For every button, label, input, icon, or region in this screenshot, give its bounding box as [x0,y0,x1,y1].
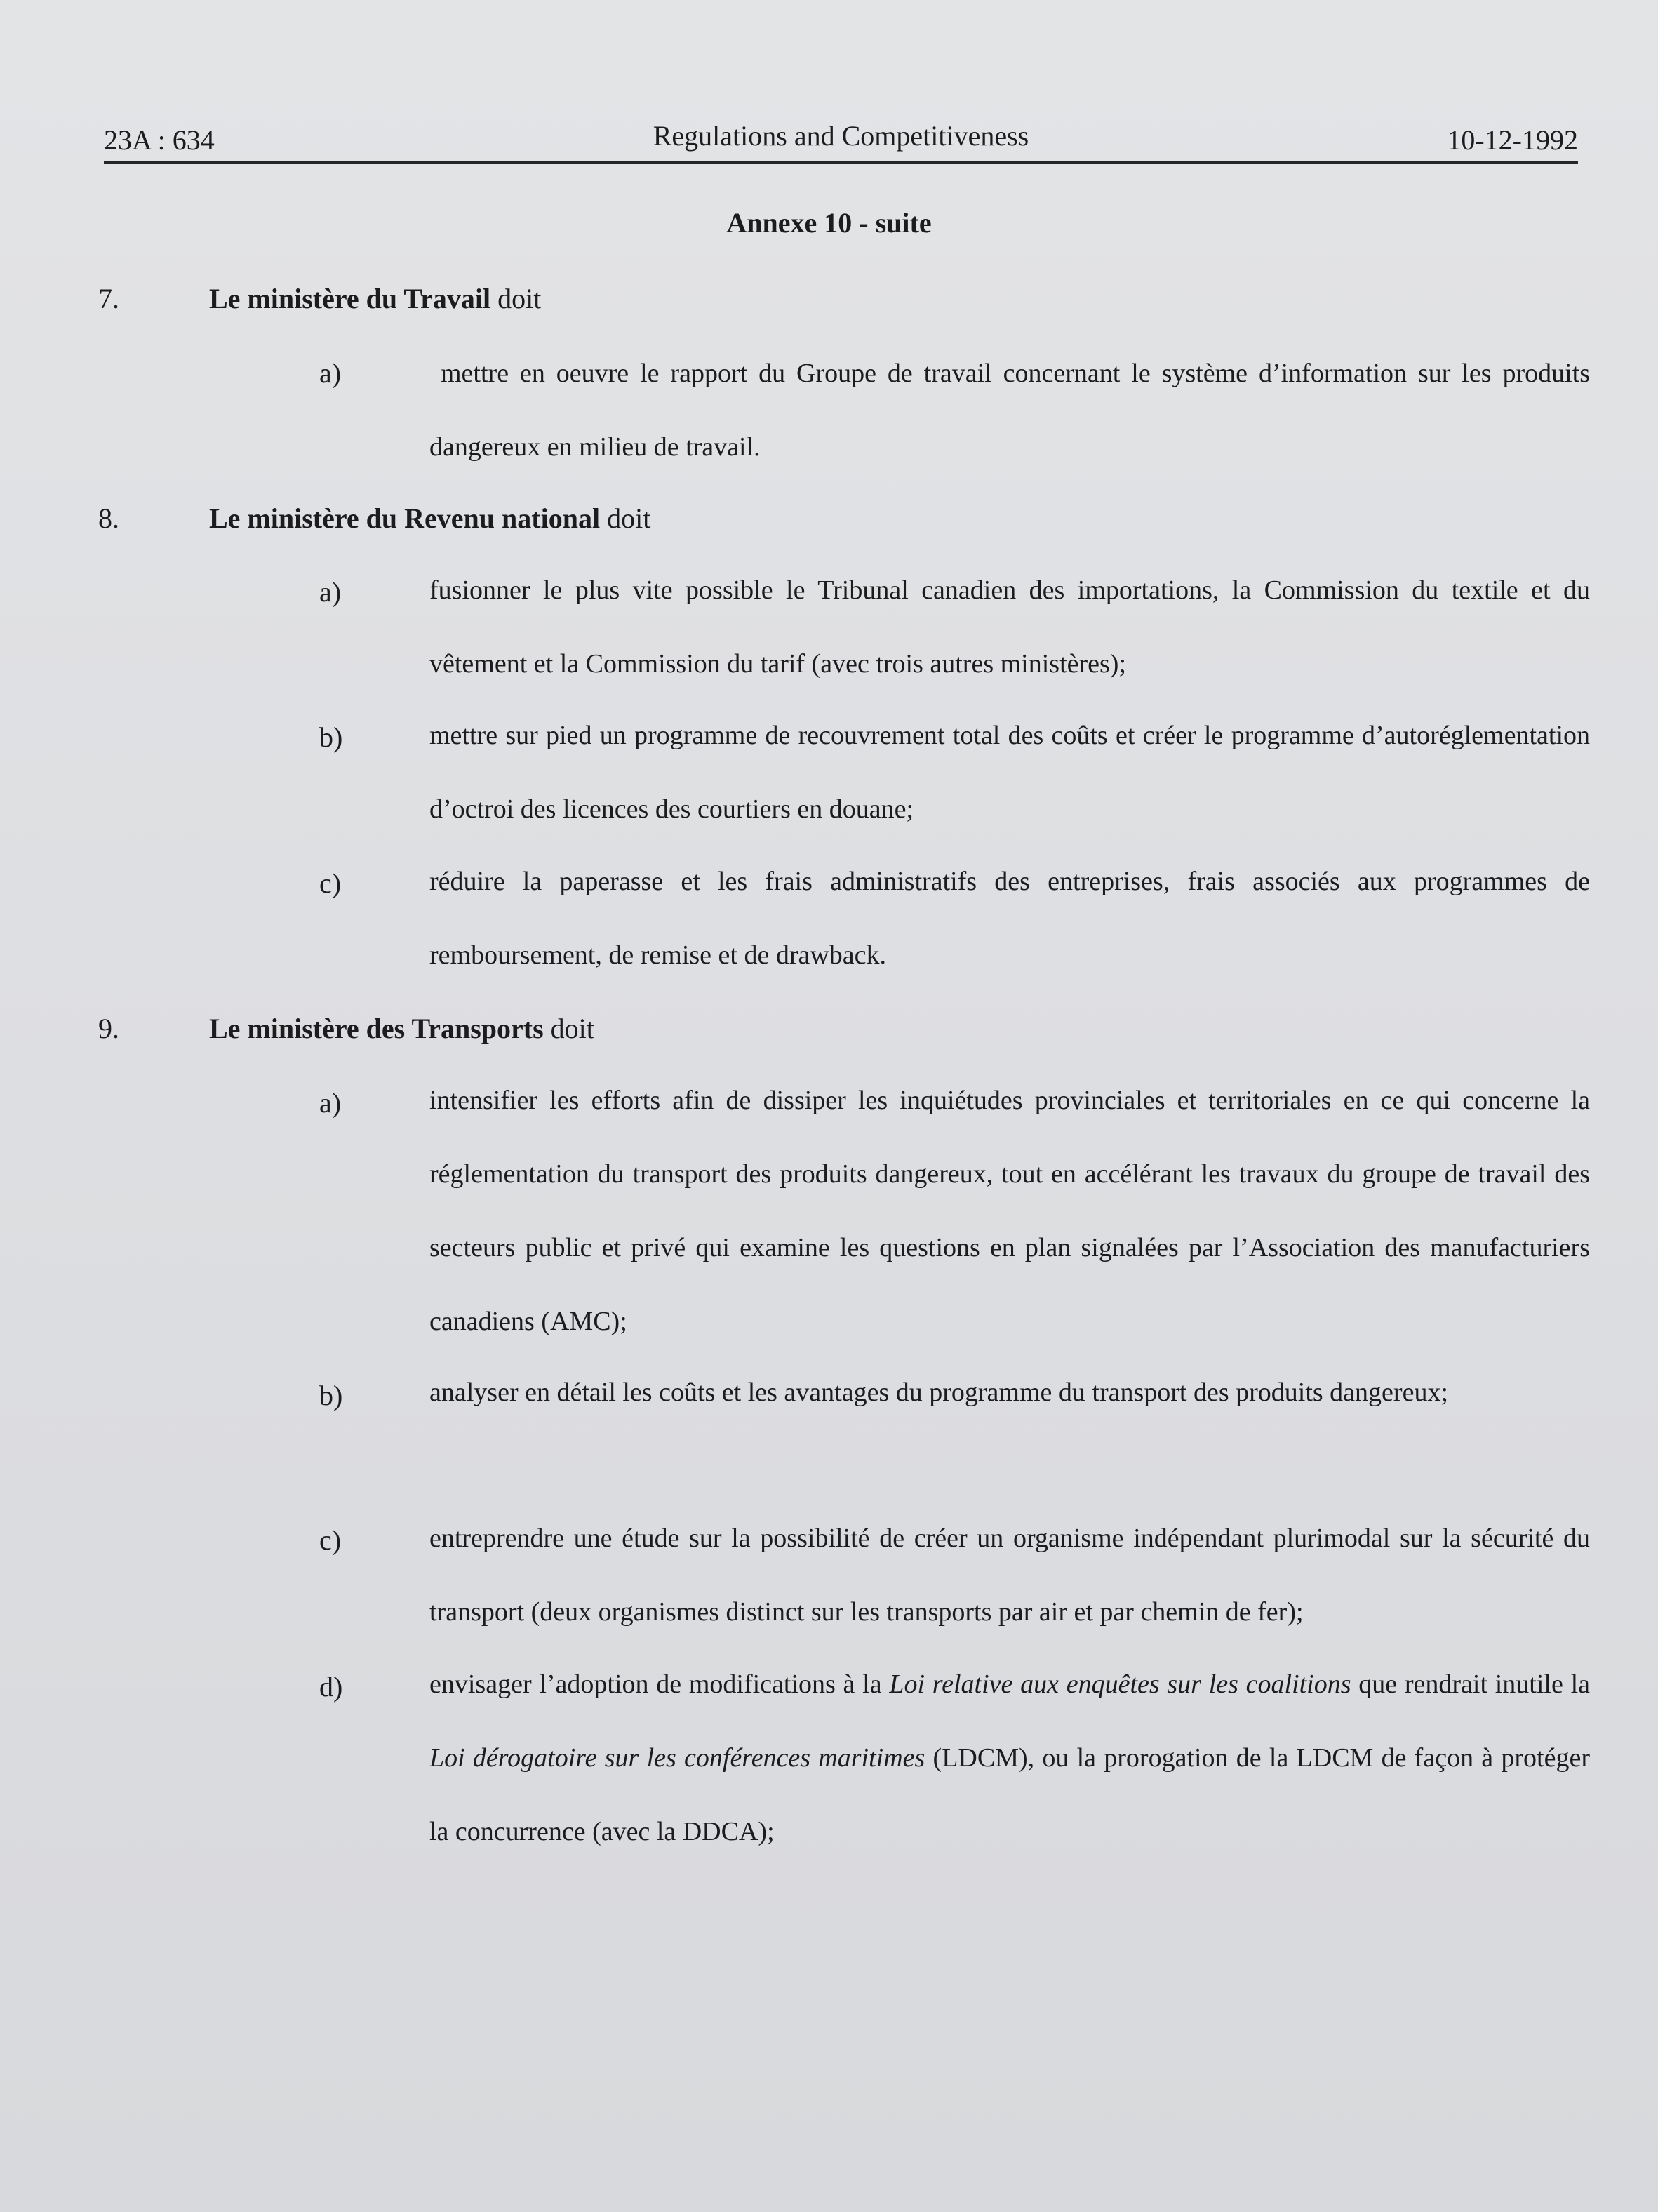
item-letter: c) [319,1524,342,1556]
section-number: 9. [98,1013,119,1044]
section-verb: doit [600,502,651,534]
item-letter: c) [319,867,342,899]
annex-title: Annexe 10 - suite [726,207,932,239]
item-text-part: envisager l’adoption de modifications à la [429,1670,890,1699]
item-text: mettre en oeuvre le rapport du Groupe de travail concernant le système d’information sur les produits dangereux en milieu de travail. [429,359,1590,462]
page-header [104,118,1578,164]
item-letter: d) [319,1671,343,1703]
item-text [429,1648,1590,1869]
ministry-name: Le ministère des Transports [209,1013,544,1044]
item-text: intensifier les efforts afin de dissiper les inquiétudes provinciales et territoriales en ce qui concerne la réglementation du transport des produits dangereux, tout en accélérant les travaux du groupe de travail des secteurs public et privé qui examine les questions en plan signalées par l’Association des manufacturiers canadiens (AMC); [429,1086,1590,1336]
ministry-name: Le ministère du Travail [209,283,491,314]
item-text: analyser en détail les coûts et les avantages du programme du transport des produits dangereux; [429,1378,1448,1407]
section-heading [209,1012,594,1045]
section-heading [209,282,541,315]
page-date: 10-12-1992 [1447,124,1578,156]
law-title: Loi dérogatoire sur les conférences maritimes [429,1743,925,1773]
item-letter: a) [319,1087,342,1119]
item-text: réduire la paperasse et les frais administratifs des entreprises, frais associés aux programmes de remboursement, de remise et de drawback. [429,867,1590,970]
section-verb: doit [543,1013,594,1044]
item-letter: b) [319,721,343,753]
item-text: entreprendre une étude sur la possibilité de créer un organisme indépendant plurimodal sur la sécurité du transport (deux organismes distinct sur les transports par air et par chemin de fer); [429,1524,1590,1627]
item-letter: a) [319,357,342,389]
item-text-part: que rendrait inutile la [1351,1670,1590,1699]
ministry-name: Le ministère du Revenu national [209,502,601,534]
running-title: Regulations and Competitiveness [653,120,1029,152]
section-verb: doit [490,283,542,314]
section-heading [209,502,650,535]
item-text: mettre sur pied un programme de recouvrement total des coûts et créer le programme d’autoréglementation d’octroi des licences des courtiers en douane; [429,721,1590,824]
law-title: Loi relative aux enquêtes sur les coalitions [889,1670,1351,1699]
page-reference: 23A : 634 [104,124,215,156]
item-text: fusionner le plus vite possible le Tribunal canadien des importations, la Commission du textile et du vêtement et la Commission du tarif (avec trois autres ministères); [429,575,1590,679]
section-number: 8. [98,502,119,534]
section-number: 7. [98,283,119,314]
item-letter: b) [319,1380,343,1411]
item-letter: a) [319,576,342,608]
item-text-part: (LDCM), ou la prorogation de la LDCM de façon à protéger la concurrence (avec la DDCA); [429,1743,1590,1846]
